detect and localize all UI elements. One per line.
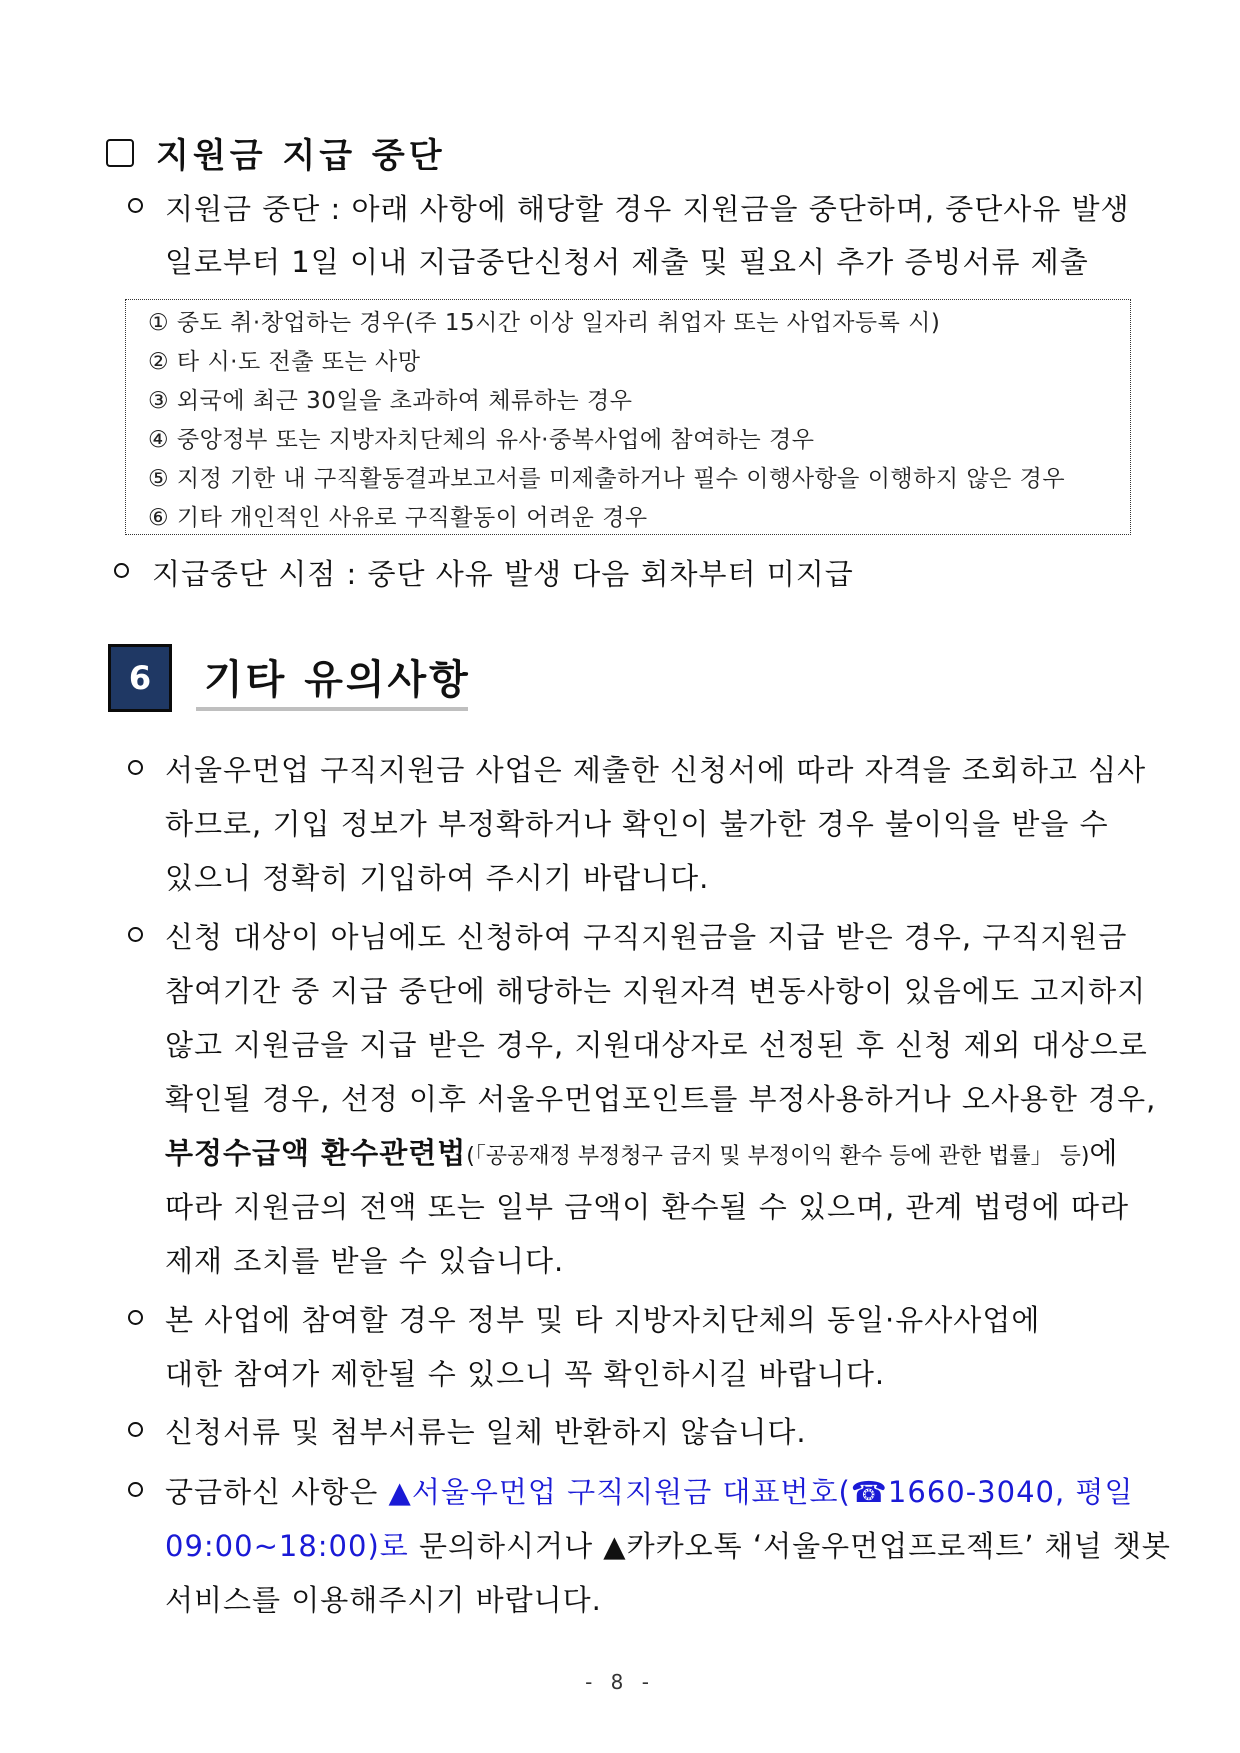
stop-reasons-box — [125, 299, 1131, 535]
bullet-circle-icon — [128, 760, 143, 775]
bullet-circle — [128, 760, 143, 775]
bullet-circle — [114, 563, 129, 578]
text-fragment: 에 — [1089, 1136, 1119, 1170]
page-number: - 8 - — [585, 1670, 655, 1694]
contact-info: ▲서울우먼업 구직지원금 대표번호(☎1660-3040, 평일 — [388, 1475, 1134, 1509]
text-line: 확인될 경우, 선정 이후 서울우먼업포인트를 부정사용하거나 오사용한 경우, — [165, 1082, 1157, 1116]
bullet-circle — [128, 1310, 143, 1325]
bullet-circle-icon — [128, 1482, 143, 1497]
text-line: 신청 대상이 아님에도 신청하여 구직지원금을 지급 받은 경우, 구직지원금 — [165, 920, 1128, 954]
title-underline — [196, 707, 468, 711]
bullet-circle-icon — [128, 1310, 143, 1325]
bullet-circle-icon — [114, 563, 129, 578]
section-title: 기타 유의사항 — [204, 657, 471, 703]
text-line: 하므로, 기입 정보가 부정확하거나 확인이 불가한 경우 불이익을 받을 수 — [165, 807, 1109, 841]
text-line: 대한 참여가 제한될 수 있으니 꼭 확인하시길 바랍니다. — [165, 1357, 886, 1391]
bold-text: 부정수급액 환수관련법 — [165, 1136, 467, 1170]
bullet-circle — [128, 927, 143, 942]
text-line: 따라 지원금의 전액 또는 일부 금액이 환수될 수 있으며, 관계 법령에 따라 — [165, 1190, 1130, 1224]
list-item: ③ 외국에 최근 30일을 초과하여 체류하는 경우 — [148, 388, 633, 414]
text-line: 서울우먼업 구직지원금 사업은 제출한 신청서에 따라 자격을 조회하고 심사 — [165, 753, 1147, 787]
text-line: 일로부터 1일 이내 지급중단신청서 제출 및 필요시 추가 증빙서류 제출 — [165, 245, 1089, 279]
section-heading-stop — [106, 128, 446, 177]
bullet-circle — [128, 198, 143, 213]
list-item: ① 중도 취·창업하는 경우(주 15시간 이상 일자리 취업자 또는 사업자등록 시) — [148, 310, 941, 336]
text-line-mixed — [165, 1524, 1171, 1565]
text-line: 참여기간 중 지급 중단에 해당하는 지원자격 변동사항이 있음에도 고지하지 — [165, 974, 1147, 1008]
text-line: 있으니 정확히 기입하여 주시기 바랍니다. — [165, 861, 710, 895]
list-item: ⑥ 기타 개인적인 사유로 구직활동이 어려운 경우 — [148, 505, 648, 531]
text-line: 신청서류 및 첨부서류는 일체 반환하지 않습니다. — [165, 1415, 807, 1449]
section-number-badge: 6 — [108, 644, 172, 712]
text-line: 본 사업에 참여할 경우 정부 및 타 지방자치단체의 동일·유사사업에 — [165, 1303, 1041, 1337]
list-item: ⑤ 지정 기한 내 구직활동결과보고서를 미제출하거나 필수 이행사항을 이행하지 않은 경우 — [148, 466, 1066, 492]
text-line: 지원금 중단 : 아래 사항에 해당할 경우 지원금을 중단하며, 중단사유 발생 — [165, 192, 1130, 226]
bullet-circle-icon — [128, 198, 143, 213]
bullet-circle-icon — [128, 1422, 143, 1437]
text-line: 제재 조치를 받을 수 있습니다. — [165, 1244, 565, 1278]
text-line: 지급중단 시점 : 중단 사유 발생 다음 회차부터 미지급 — [152, 557, 854, 591]
text-fragment: 문의하시거나 ▲카카오톡 ‘서울우먼업프로젝트’ 채널 챗봇 — [408, 1529, 1171, 1563]
bullet-circle-icon — [128, 927, 143, 942]
text-line-mixed — [165, 1131, 1118, 1172]
text-line: 않고 지원금을 지급 받은 경우, 지원대상자로 선정된 후 신청 제외 대상으로 — [165, 1028, 1148, 1062]
checkbox-icon — [106, 139, 134, 167]
law-reference: (「공공재정 부정청구 금지 및 부정이익 환수 등에 관한 법률」 등) — [466, 1144, 1090, 1169]
list-item: ④ 중앙정부 또는 지방자치단체의 유사·중복사업에 참여하는 경우 — [148, 427, 815, 453]
contact-hours: 09:00~18:00)로 — [165, 1529, 409, 1563]
text-line-mixed — [165, 1470, 1133, 1511]
text-fragment: 궁금하신 사항은 — [165, 1475, 389, 1509]
bullet-circle — [128, 1482, 143, 1497]
bullet-circle — [128, 1422, 143, 1437]
section-title: 지원금 지급 중단 — [156, 136, 446, 176]
list-item: ② 타 시·도 전출 또는 사망 — [148, 349, 421, 375]
text-line: 서비스를 이용해주시기 바랍니다. — [165, 1583, 602, 1617]
